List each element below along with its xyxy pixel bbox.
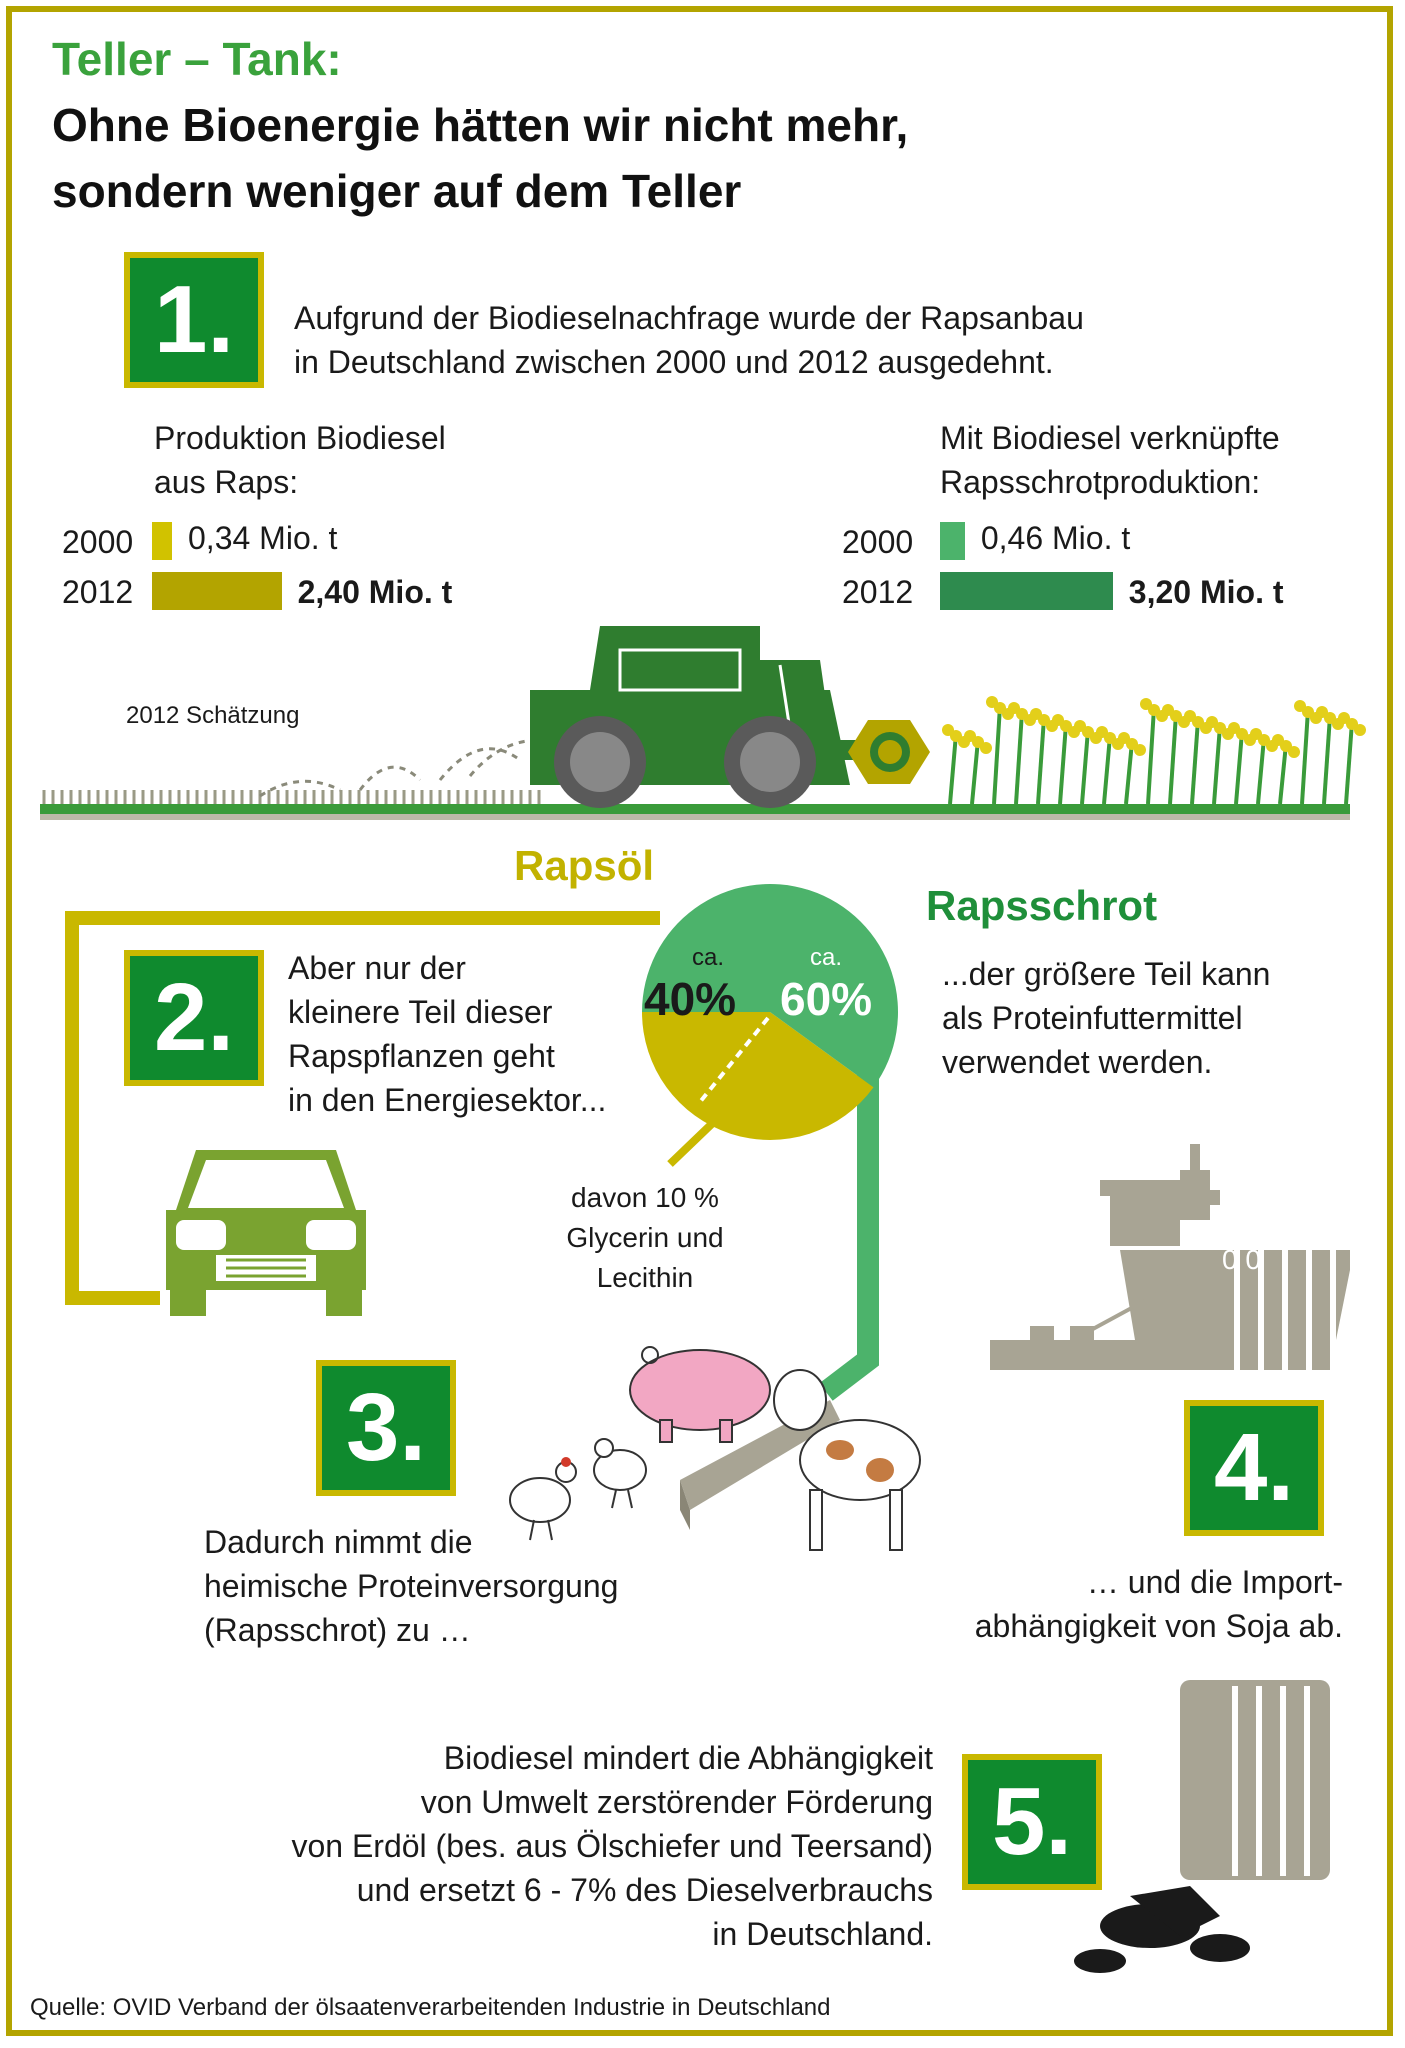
chicken-icon	[510, 1457, 576, 1540]
pie-left-ca: ca.	[691, 944, 724, 971]
step-1-text-line-2: in Deutschland zwischen 2000 und 2012 ausgedehnt.	[294, 344, 1054, 380]
biodiesel-heading-line-2: aus Raps:	[154, 464, 299, 500]
step-2-text-line-1: Aber nur der	[288, 950, 466, 986]
ship-portholes: 0 0	[1222, 1244, 1261, 1275]
car-icon	[156, 1140, 376, 1320]
pie-right-ca: ca.	[809, 944, 842, 971]
rapsoel-title: Rapsöl	[514, 842, 655, 889]
source-credit: Quelle: OVID Verband der ölsaatenverarbeitenden Industrie in Deutschland	[30, 1994, 831, 2021]
pig-icon	[630, 1347, 770, 1442]
biodiesel-year-2000: 2000	[62, 524, 134, 560]
step-2b-text-line-1: ...der größere Teil kann	[942, 956, 1271, 992]
step-4-badge: 4.	[1184, 1400, 1324, 1536]
step-2b-text-line-2: als Proteinfuttermittel	[942, 1000, 1243, 1036]
step-3-text-line-1: Dadurch nimmt die	[204, 1524, 473, 1560]
step-5-text-line-1: Biodiesel mindert die Abhängigkeit	[443, 1740, 933, 1776]
step-3-badge: 3.	[316, 1360, 456, 1496]
step-1-badge: 1.	[124, 252, 264, 388]
oil-spill	[1074, 1886, 1250, 1973]
step-5-text-line-2: von Umwelt zerstörender Förderung	[420, 1784, 933, 1820]
biodiesel-year-2012: 2012	[62, 574, 134, 610]
biodiesel-heading-line-1: Produktion Biodiesel	[154, 420, 446, 456]
step-2-badge: 2.	[124, 950, 264, 1086]
rapsschrot-heading-line-2: Rapsschrotproduktion:	[940, 464, 1261, 500]
step-4-text-line-1: … und die Import-	[1086, 1564, 1343, 1600]
estimate-note: 2012 Schätzung	[126, 702, 300, 729]
rapsschrot-heading-line-1: Mit Biodiesel verknüpfte	[940, 420, 1280, 456]
farm-animals-illustration	[500, 1340, 920, 1590]
step-2-text-line-3: Rapspflanzen geht	[288, 1038, 555, 1074]
step-4-text-line-2: abhängigkeit von Soja ab.	[974, 1608, 1343, 1644]
rapsschrot-title: Rapsschrot	[926, 882, 1158, 929]
title-green: Teller – Tank:	[52, 33, 342, 85]
step-2-text-line-4: in den Energiesektor...	[288, 1082, 607, 1118]
cargo-ship-icon	[990, 1140, 1380, 1390]
rapsschrot-year-2012: 2012	[842, 574, 914, 610]
title-line-2: sondern weniger auf dem Teller	[52, 165, 742, 217]
glycerin-note-line-3: Lecithin	[596, 1262, 694, 1293]
cow-icon	[774, 1370, 920, 1550]
step-1-text-line-1: Aufgrund der Biodieselnachfrage wurde der Rapsanbau	[294, 300, 1084, 336]
pie-left-pct: 40%	[644, 973, 737, 1025]
biodiesel-value-2012: 2,40 Mio. t	[297, 574, 453, 610]
step-5-text-line-5: in Deutschland.	[712, 1916, 933, 1952]
step-3-text-line-3: (Rapsschrot) zu …	[204, 1612, 471, 1648]
step-2-text-line-2: kleinere Teil dieser	[288, 994, 553, 1030]
glycerin-note	[540, 1178, 750, 1298]
rapsschrot-value-2012: 3,20 Mio. t	[1128, 574, 1284, 610]
step-2b-text-line-3: verwendet werden.	[942, 1044, 1213, 1080]
glycerin-note-line-1: davon 10 %	[571, 1182, 719, 1213]
step-5-text-line-4: und ersetzt 6 - 7% des Dieselverbrauchs	[356, 1872, 933, 1908]
chicken-icon-2	[594, 1439, 646, 1508]
rapsschrot-year-2000: 2000	[842, 524, 914, 560]
biodiesel-value-2000: 0,34 Mio. t	[188, 520, 338, 556]
step-3-text-line-2: heimische Proteinversorgung	[204, 1568, 619, 1604]
glycerin-note-line-2: Glycerin und	[566, 1222, 724, 1253]
rapsschrot-value-2000: 0,46 Mio. t	[980, 520, 1131, 556]
pie-right-pct: 60%	[780, 973, 873, 1025]
title-line-1: Ohne Bioenergie hätten wir nicht mehr,	[52, 99, 909, 151]
step-5-text-line-3: von Erdöl (bes. aus Ölschiefer und Teersand)	[291, 1828, 933, 1864]
step-5-badge: 5.	[962, 1754, 1102, 1890]
